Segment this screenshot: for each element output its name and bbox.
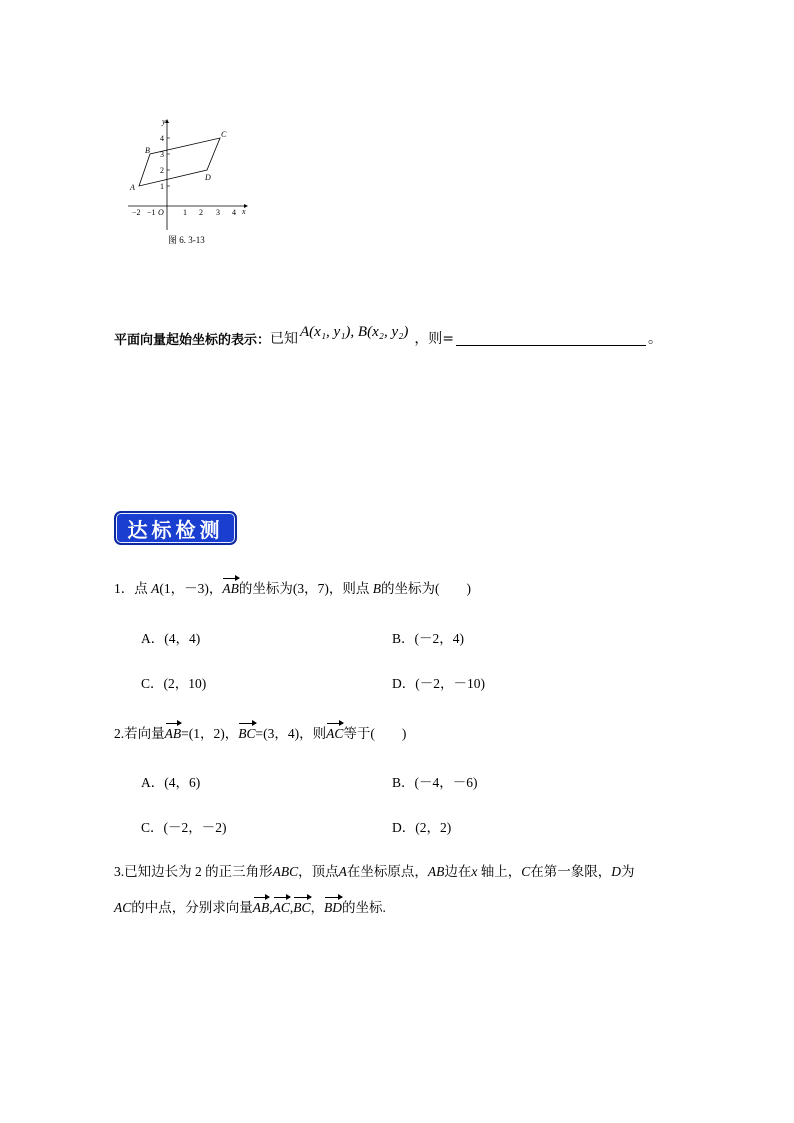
vector-ac: AC	[272, 900, 290, 915]
text-fragment: 的坐标.	[342, 900, 386, 915]
y-tick-label: 1	[160, 182, 164, 191]
figure-caption: 图 6. 3-13	[168, 235, 205, 245]
question-1-option-c[interactable]: C．(2，10)	[141, 676, 207, 691]
parallelogram-diagram	[120, 118, 255, 233]
vector-bc: BC	[238, 726, 256, 741]
note-formula: A(x₁, y₁), B(x₂, y₂)	[300, 323, 409, 340]
separator: ，	[310, 900, 325, 915]
note-suffix: ，则=	[414, 331, 455, 347]
point-a: A	[338, 864, 347, 879]
vector-ab: AB	[252, 900, 270, 915]
question-2-option-c[interactable]: C．(－2，－2)	[141, 820, 227, 835]
vector-ab: AB	[164, 726, 182, 741]
point-c: C	[521, 864, 531, 879]
x-tick-label: 2	[199, 208, 203, 217]
text-fragment: 3.已知边长为 2 的正三角形	[114, 864, 273, 879]
y-axis-arrow	[165, 119, 169, 123]
point-d: D	[611, 864, 622, 879]
x-tick-label: 3	[216, 208, 220, 217]
point-a: A	[151, 581, 160, 596]
x-tick-label: 4	[232, 208, 236, 217]
note-end: 。	[648, 331, 663, 347]
triangle-abc: ABC	[272, 864, 299, 879]
question-3-line-2	[114, 896, 386, 916]
y-tick-label: 2	[160, 166, 164, 175]
question-1-option-a[interactable]: A．(4，4)	[141, 631, 201, 646]
point-label-b: B	[145, 146, 150, 155]
vector-bc: BC	[293, 900, 311, 915]
vector-bd: BD	[324, 900, 343, 915]
vector-ab: AB	[222, 581, 239, 596]
text-fragment: 在坐标原点，	[346, 864, 428, 879]
text-fragment: =(3，4)，则	[255, 726, 327, 741]
question-1-stem	[114, 577, 471, 597]
x-tick-label: 1	[183, 208, 187, 217]
text-fragment: 等于( )	[343, 726, 407, 741]
point-label-c: C	[221, 130, 227, 139]
text-fragment: 为	[621, 864, 635, 879]
section-title-badge: 达标检测	[114, 511, 237, 545]
text-fragment: =(1，2)，	[181, 726, 239, 741]
text-fragment: 2.若向量	[114, 726, 165, 741]
segment-ab: AB	[427, 864, 445, 879]
point-label-d: D	[205, 173, 211, 182]
point-label-a: A	[130, 183, 135, 192]
separator: ,	[289, 900, 294, 915]
text-fragment: ，顶点	[298, 864, 339, 879]
separator: ,	[269, 900, 273, 915]
question-3-line-1	[114, 860, 635, 880]
text-fragment: 的坐标为( )	[381, 581, 471, 596]
origin-label: O	[158, 208, 164, 217]
question-1-option-d[interactable]: D．(－2，－10)	[392, 676, 485, 691]
note-bold-title: 平面向量起始坐标的表示：	[114, 332, 271, 348]
question-2-option-a[interactable]: A．(4，6)	[141, 775, 201, 790]
text-fragment: 边在	[444, 864, 472, 879]
text-fragment: 的中点，分别求向量	[131, 900, 253, 915]
answer-blank[interactable]	[456, 331, 646, 346]
question-2-option-d[interactable]: D．(2，2)	[392, 820, 452, 835]
y-tick-label: 3	[160, 150, 164, 159]
text-fragment: 的坐标为(3，7)，则点	[238, 581, 373, 596]
text-fragment: 1．点	[114, 581, 152, 596]
coordinate-figure	[120, 118, 255, 248]
x-variable: x	[471, 864, 478, 879]
x-tick-label: −1	[147, 208, 156, 217]
text-fragment: 在第一象限，	[530, 864, 612, 879]
y-tick-label: 4	[160, 134, 164, 143]
note-prefix: 已知	[270, 331, 299, 347]
x-tick-label: −2	[132, 208, 141, 217]
x-axis-label: x	[242, 207, 246, 216]
text-fragment: 轴上，	[477, 864, 522, 879]
segment-ac: AC	[114, 900, 132, 915]
vector-ac: AC	[326, 726, 344, 741]
definition-note	[114, 323, 663, 348]
question-2-option-b[interactable]: B．(－4，－6)	[392, 775, 478, 790]
point-b: B	[372, 581, 381, 596]
question-2-stem	[114, 722, 406, 742]
y-axis-label: y	[162, 118, 166, 126]
text-fragment: (1，－3)，	[159, 581, 223, 596]
question-1-option-b[interactable]: B．(－2，4)	[392, 631, 464, 646]
